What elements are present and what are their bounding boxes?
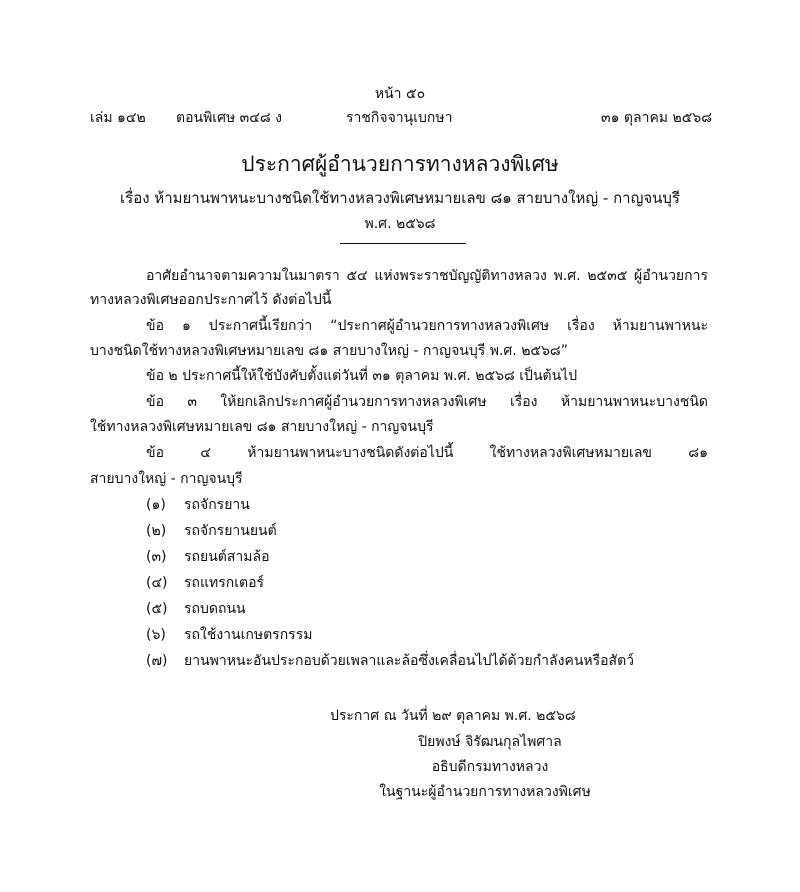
list-item-number: (๖) [146,627,166,643]
list-item-number: (๑) [146,497,166,513]
signatory-name: ปิยพงษ์ จิรัฒนกุลไพศาล [418,734,562,750]
list-item-number: (๕) [146,601,168,617]
clause-1-line-2: บางชนิดใช้ทางหลวงพิเศษหมายเลข ๘๑ สายบางใหญ่ - กาญจนบุรี พ.ศ. ๒๕๖๘” [90,343,568,359]
list-item [146,547,269,567]
list-item-text: ยานพาหนะอันประกอบด้วยเพลาและล้อซึ่งเคลื่อนไปได้ด้วยกำลังคนหรือสัตว์ [184,653,635,669]
preamble-line-1: อาศัยอำนาจตามความในมาตรา ๕๔ แห่งพระราชบัญญัติทางหลวง พ.ศ. ๒๕๓๕ ผู้อำนวยการ [146,268,708,284]
announcement-date: ประกาศ ณ วันที่ ๒๙ ตุลาคม พ.ศ. ๒๕๖๘ [330,708,576,724]
list-item-text: รถแทรกเตอร์ [184,575,265,591]
list-item [146,573,264,593]
gazette-date: ๓๑ ตุลาคม ๒๕๖๘ [601,110,712,126]
page-number: หน้า ๕๐ [374,86,426,102]
special-section: ตอนพิเศษ ๓๔๘ ง [176,110,282,126]
gazette-name: ราชกิจจานุเบกษา [346,110,453,126]
list-item-text: รถบดถนน [184,601,246,617]
list-item-text: รถใช้งานเกษตรกรรม [184,627,313,643]
clause-4-line-2: สายบางใหญ่ - กาญจนบุรี [90,471,243,487]
title-divider [340,243,466,244]
document-year: พ.ศ. ๒๕๖๘ [364,216,436,232]
volume-number: เล่ม ๑๔๒ [90,110,146,126]
list-item-text: รถจักรยาน [184,497,250,513]
clause-1-line-1: ข้อ ๑ ประกาศนี้เรียกว่า “ประกาศผู้อำนวยการทางหลวงพิเศษ เรื่อง ห้ามยานพาหนะ [146,318,708,334]
signatory-position: อธิบดีกรมทางหลวง [431,759,549,775]
list-item [146,521,277,541]
document-subject: เรื่อง ห้ามยานพาหนะบางชนิดใช้ทางหลวงพิเศษหมายเลข ๘๑ สายบางใหญ่ - กาญจนบุรี [120,189,680,207]
signatory-capacity: ในฐานะผู้อำนวยการทางหลวงพิเศษ [379,784,591,800]
list-item [146,495,250,515]
list-item-text: รถจักรยานยนต์ [184,523,277,539]
document-title: ประกาศผู้อำนวยการทางหลวงพิเศษ [241,152,559,176]
list-item-number: (๒) [146,523,167,539]
preamble-line-2: ทางหลวงพิเศษออกประกาศไว้ ดังต่อไปนี้ [90,292,332,308]
list-item-number: (๔) [146,575,168,591]
list-item [146,599,246,619]
clause-2: ข้อ ๒ ประกาศนี้ให้ใช้บังคับตั้งแต่วันที่ ๓๑ ตุลาคม พ.ศ. ๒๕๖๘ เป็นต้นไป [146,368,578,384]
list-item [146,651,634,671]
list-item [146,625,312,645]
clause-4-line-1: ข้อ ๔ ห้ามยานพาหนะบางชนิดดังต่อไปนี้ ใช้ทางหลวงพิเศษหมายเลข ๘๑ [146,445,708,461]
clause-3-line-2: ใช้ทางหลวงพิเศษหมายเลข ๘๑ สายบางใหญ่ - กาญจนบุรี [90,419,434,435]
clause-3-line-1: ข้อ ๓ ให้ยกเลิกประกาศผู้อำนวยการทางหลวงพิเศษ เรื่อง ห้ามยานพาหนะบางชนิด [146,394,708,410]
list-item-text: รถยนต์สามล้อ [184,549,270,565]
list-item-number: (๓) [146,549,167,565]
list-item-number: (๗) [146,653,168,669]
